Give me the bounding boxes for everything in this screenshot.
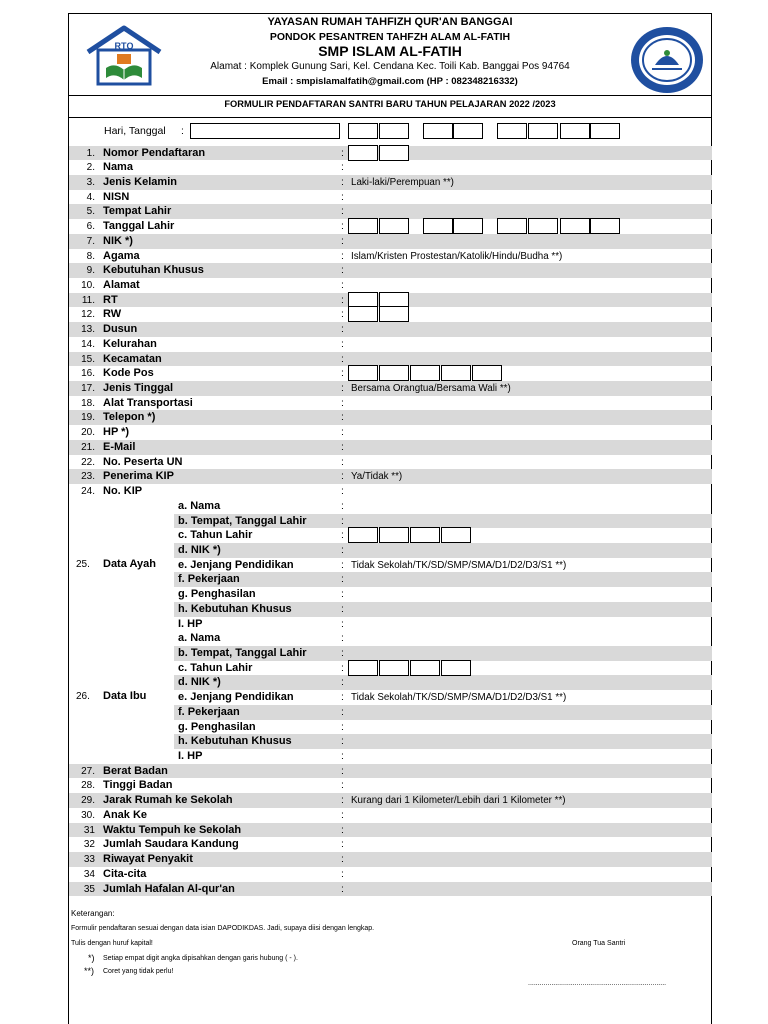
field-colon: : xyxy=(341,632,344,645)
field-colon: : xyxy=(341,602,344,615)
form-row xyxy=(69,278,712,293)
birth-date-digit-box[interactable] xyxy=(348,218,378,234)
mother-data-item-label: b. Tempat, Tanggal Lahir xyxy=(178,646,307,659)
field-colon: : xyxy=(341,691,344,704)
field-label: Tanggal Lahir xyxy=(103,220,175,233)
field-number: 2. xyxy=(86,162,95,174)
form-row xyxy=(69,425,712,440)
field-label: Riwayat Penyakit xyxy=(103,853,193,866)
mother-data-row xyxy=(69,646,712,661)
field-number: 10. xyxy=(81,279,95,291)
mother-data-item-label: g. Penghasilan xyxy=(178,720,256,733)
rtq-logo xyxy=(84,24,164,88)
field-colon: : xyxy=(341,161,344,174)
field-colon: : xyxy=(341,514,344,527)
field-number: 18. xyxy=(81,397,95,409)
date-digit-box[interactable] xyxy=(528,123,558,139)
field-label: Jumlah Saudara Kandung xyxy=(103,838,239,851)
birth-date-digit-box[interactable] xyxy=(453,218,483,234)
field-number: 27. xyxy=(81,765,95,777)
mother-data-row xyxy=(69,720,712,735)
form-row xyxy=(69,352,712,367)
form-row xyxy=(69,381,712,396)
date-digit-box[interactable] xyxy=(560,123,590,139)
date-label: Hari, Tanggal xyxy=(104,125,166,137)
father-data-item-label: f. Pekerjaan xyxy=(178,573,240,586)
birth-date-digit-box[interactable] xyxy=(497,218,527,234)
field-value[interactable]: Islam/Kristen Prostestan/Katolik/Hindu/Budha **) xyxy=(351,250,563,262)
field-colon: : xyxy=(341,367,344,380)
field-colon: : xyxy=(341,646,344,659)
field-number: 3. xyxy=(86,176,95,188)
birth-date-digit-box[interactable] xyxy=(379,218,409,234)
field-label: RT xyxy=(103,293,118,306)
field-colon: : xyxy=(341,573,344,586)
field-colon: : xyxy=(341,794,344,807)
field-colon: : xyxy=(341,750,344,763)
field-colon: : xyxy=(341,382,344,395)
mother-data-row xyxy=(69,705,712,720)
father-data-row xyxy=(69,572,712,587)
field-colon: : xyxy=(341,838,344,851)
field-colon: : xyxy=(341,661,344,674)
smp-seal-logo xyxy=(628,25,706,95)
postal-code-digit-box[interactable] xyxy=(441,365,471,381)
field-label: HP *) xyxy=(103,426,130,439)
field-number: 29. xyxy=(81,795,95,807)
field-colon: : xyxy=(341,455,344,468)
field-colon: : xyxy=(341,853,344,866)
field-value[interactable]: Bersama Orangtua/Bersama Wali **) xyxy=(351,383,511,395)
field-colon: : xyxy=(341,337,344,350)
rt-digit-box[interactable] xyxy=(348,292,378,308)
field-number: 17. xyxy=(81,383,95,395)
field-colon: : xyxy=(341,146,344,159)
field-number: 6. xyxy=(86,221,95,233)
father-data-row xyxy=(69,558,712,573)
mother-data-number: 26. xyxy=(76,691,90,703)
field-number: 32 xyxy=(83,839,95,851)
postal-code-digit-box[interactable] xyxy=(410,365,440,381)
form-row xyxy=(69,764,712,779)
date-digit-box[interactable] xyxy=(590,123,620,139)
field-colon: : xyxy=(341,220,344,233)
field-colon: : xyxy=(341,426,344,439)
father-birth-year-box[interactable] xyxy=(348,527,378,543)
father-data-number: 25. xyxy=(76,558,90,570)
field-number: 7. xyxy=(86,235,95,247)
birth-date-digit-box[interactable] xyxy=(560,218,590,234)
field-label: No. Peserta UN xyxy=(103,455,183,468)
field-colon: : xyxy=(341,293,344,306)
field-label: Jenis Tinggal xyxy=(103,382,174,395)
field-value[interactable]: Ya/Tidak **) xyxy=(351,471,403,483)
father-data-label: Data Ayah xyxy=(103,557,156,570)
field-number: 16. xyxy=(81,368,95,380)
field-label: Telepon *) xyxy=(103,411,156,424)
mother-data-item-label: c. Tahun Lahir xyxy=(178,661,253,674)
field-label: Kelurahan xyxy=(103,337,157,350)
mother-birth-year-box[interactable] xyxy=(410,660,440,676)
field-number: 21. xyxy=(81,441,95,453)
row-band xyxy=(174,749,712,764)
form-row xyxy=(69,440,712,455)
date-day-input[interactable] xyxy=(190,123,340,139)
field-number: 4. xyxy=(86,191,95,203)
field-colon: : xyxy=(341,588,344,601)
postal-code-digit-box[interactable] xyxy=(379,365,409,381)
field-number: 31 xyxy=(83,824,95,836)
father-data-item-label: c. Tahun Lahir xyxy=(178,529,253,542)
field-colon: : xyxy=(341,823,344,836)
mother-data-row xyxy=(69,631,712,646)
field-colon: : xyxy=(341,676,344,689)
father-data-item-label: h. Kebutuhan Khusus xyxy=(178,602,292,615)
form-row xyxy=(69,160,712,175)
field-number: 20. xyxy=(81,427,95,439)
field-colon: : xyxy=(341,808,344,821)
form-row xyxy=(69,234,712,249)
mother-data-item-label: e. Jenjang Pendidikan xyxy=(178,691,294,704)
mother-data-item-value[interactable]: Tidak Sekolah/TK/SD/SMP/SMA/D1/D2/D3/S1 **) xyxy=(351,692,567,704)
form-row xyxy=(69,455,712,470)
form-row xyxy=(69,882,712,897)
mother-data-item-label: I. HP xyxy=(178,750,203,763)
father-data-row xyxy=(69,499,712,514)
field-label: Nama xyxy=(103,161,133,174)
foundation-name: YAYASAN RUMAH TAHFIZH QUR'AN BANGGAI xyxy=(267,16,513,28)
school-address: Alamat : Komplek Gunung Sari, Kel. Cendana Kec. Toili Kab. Banggai Pos 94764 xyxy=(210,61,570,72)
father-data-item-label: b. Tempat, Tanggal Lahir xyxy=(178,514,307,527)
field-number: 1. xyxy=(86,147,95,159)
field-colon: : xyxy=(341,411,344,424)
registration-number-box[interactable] xyxy=(379,145,409,161)
father-data-row xyxy=(69,617,712,632)
field-number: 35 xyxy=(83,883,95,895)
field-colon: : xyxy=(341,543,344,556)
field-label: Berat Badan xyxy=(103,764,168,777)
field-number: 28. xyxy=(81,780,95,792)
form-row xyxy=(69,175,712,190)
field-label: Nomor Pendaftaran xyxy=(103,146,206,159)
field-colon: : xyxy=(341,779,344,792)
field-number: 33 xyxy=(83,854,95,866)
father-data-row xyxy=(69,587,712,602)
form-row xyxy=(69,852,712,867)
notes-star2: Coret yang tidak perlu! xyxy=(103,968,174,975)
date-digit-box[interactable] xyxy=(423,123,453,139)
field-label: Jarak Rumah ke Sekolah xyxy=(103,794,233,807)
row-band xyxy=(174,617,712,632)
field-label: Waktu Tempuh ke Sekolah xyxy=(103,823,242,836)
father-data-item-label: d. NIK *) xyxy=(178,543,221,556)
form-row xyxy=(69,190,712,205)
mother-data-row xyxy=(69,749,712,764)
field-label: Tinggi Badan xyxy=(103,779,173,792)
father-data-row xyxy=(69,543,712,558)
rtq-logo-text: RTQ xyxy=(114,41,134,51)
mother-data-item-label: h. Kebutuhan Khusus xyxy=(178,735,292,748)
field-number: 8. xyxy=(86,250,95,262)
notes-line-2: Tulis dengan huruf kapital! xyxy=(71,940,153,947)
mother-data-item-label: d. NIK *) xyxy=(178,676,221,689)
form-row xyxy=(69,410,712,425)
field-colon: : xyxy=(341,558,344,571)
field-number: 19. xyxy=(81,412,95,424)
field-label: No. KIP xyxy=(103,485,143,498)
field-label: Penerima KIP xyxy=(103,470,174,483)
field-number: 24. xyxy=(81,486,95,498)
form-row xyxy=(69,263,712,278)
field-colon: : xyxy=(341,278,344,291)
field-number: 23. xyxy=(81,471,95,483)
mother-birth-year-box[interactable] xyxy=(441,660,471,676)
notes-signer: Orang Tua Santri xyxy=(572,940,626,947)
row-band xyxy=(174,572,712,587)
form-row xyxy=(69,484,712,499)
form-row xyxy=(69,793,712,808)
row-band xyxy=(174,499,712,514)
field-colon: : xyxy=(341,190,344,203)
birth-date-digit-box[interactable] xyxy=(423,218,453,234)
row-band xyxy=(174,631,712,646)
form-row xyxy=(69,204,712,219)
field-number: 14. xyxy=(81,338,95,350)
field-colon: : xyxy=(341,867,344,880)
date-digit-box[interactable] xyxy=(497,123,527,139)
postal-code-digit-box[interactable] xyxy=(348,365,378,381)
notes-heading: Keterangan: xyxy=(71,909,115,918)
form-row xyxy=(69,337,712,352)
rw-digit-box[interactable] xyxy=(379,306,409,322)
form-row xyxy=(69,837,712,852)
field-colon: : xyxy=(341,440,344,453)
mother-data-row xyxy=(69,675,712,690)
field-label: NIK *) xyxy=(103,234,133,247)
field-label: NISN xyxy=(103,190,130,203)
field-colon: : xyxy=(341,323,344,336)
notes-star1-mark: *) xyxy=(88,953,95,963)
row-band xyxy=(174,543,712,558)
form-title: FORMULIR PENDAFTARAN SANTRI BARU TAHUN PELAJARAN 2022 /2023 xyxy=(224,99,556,109)
form-row xyxy=(69,396,712,411)
field-colon: : xyxy=(341,617,344,630)
field-number: 12. xyxy=(81,309,95,321)
father-birth-year-box[interactable] xyxy=(410,527,440,543)
father-data-item-label: a. Nama xyxy=(178,499,221,512)
father-data-row xyxy=(69,602,712,617)
mother-data-item-label: a. Nama xyxy=(178,632,221,645)
field-colon: : xyxy=(341,720,344,733)
field-colon: : xyxy=(341,234,344,247)
field-number: 13. xyxy=(81,324,95,336)
field-colon: : xyxy=(341,249,344,262)
field-value[interactable]: Laki-laki/Perempuan **) xyxy=(351,176,454,188)
date-digit-box[interactable] xyxy=(379,123,409,139)
rt-digit-box[interactable] xyxy=(379,292,409,308)
field-label: E-Mail xyxy=(103,440,136,453)
father-data-item-value[interactable]: Tidak Sekolah/TK/SD/SMP/SMA/D1/D2/D3/S1 **) xyxy=(351,559,567,571)
form-row xyxy=(69,808,712,823)
form-row xyxy=(69,249,712,264)
father-data-row xyxy=(69,514,712,529)
notes-star2-mark: **) xyxy=(84,966,95,976)
date-digit-box[interactable] xyxy=(348,123,378,139)
postal-code-digit-box[interactable] xyxy=(472,365,502,381)
field-number: 9. xyxy=(86,265,95,277)
mother-data-label: Data Ibu xyxy=(103,690,147,703)
field-colon: : xyxy=(341,308,344,321)
notes-line-1: Formulir pendaftaran sesuai dengan data isian DAPODIKDAS. Jadi, supaya diisi dengan lengkap. xyxy=(71,925,375,932)
father-data-item-label: e. Jenjang Pendidikan xyxy=(178,558,294,571)
field-number: 11. xyxy=(81,294,95,306)
field-colon: : xyxy=(341,352,344,365)
school-contact: Email : smpislamalfatih@gmail.com (HP : 082348216332) xyxy=(262,76,518,87)
field-label: Anak Ke xyxy=(103,808,148,821)
field-colon: : xyxy=(341,764,344,777)
birth-date-digit-box[interactable] xyxy=(590,218,620,234)
mother-data-row xyxy=(69,690,712,705)
field-label: Alamat xyxy=(103,278,140,291)
field-number: 5. xyxy=(86,206,95,218)
field-label: Kecamatan xyxy=(103,352,162,365)
father-birth-year-box[interactable] xyxy=(441,527,471,543)
row-band xyxy=(174,705,712,720)
form-row xyxy=(69,867,712,882)
field-label: Dusun xyxy=(103,323,138,336)
field-colon: : xyxy=(341,470,344,483)
field-colon: : xyxy=(341,205,344,218)
birth-date-digit-box[interactable] xyxy=(528,218,558,234)
pesantren-name: PONDOK PESANTREN TAHFZH ALAM AL-FATIH xyxy=(269,31,511,43)
father-birth-year-box[interactable] xyxy=(379,527,409,543)
mother-data-row xyxy=(69,734,712,749)
field-label: Jenis Kelamin xyxy=(103,175,177,188)
mother-birth-year-box[interactable] xyxy=(379,660,409,676)
form-row xyxy=(69,322,712,337)
field-label: RW xyxy=(103,308,122,321)
field-number: 22. xyxy=(81,456,95,468)
field-colon: : xyxy=(341,705,344,718)
row-band xyxy=(174,675,712,690)
field-number: 30. xyxy=(81,809,95,821)
field-label: Alat Transportasi xyxy=(103,396,193,409)
form-row xyxy=(69,469,712,484)
mother-data-item-label: f. Pekerjaan xyxy=(178,705,240,718)
field-colon: : xyxy=(341,529,344,542)
signature-line[interactable]: ....................................................................... xyxy=(528,980,667,987)
field-colon: : xyxy=(341,735,344,748)
father-data-item-label: g. Penghasilan xyxy=(178,588,256,601)
field-label: Jumlah Hafalan Al-qur'an xyxy=(103,882,235,895)
rw-digit-box[interactable] xyxy=(348,306,378,322)
field-label: Agama xyxy=(103,249,140,262)
form-title-box xyxy=(68,95,712,118)
form-row xyxy=(69,778,712,793)
field-label: Kebutuhan Khusus xyxy=(103,264,204,277)
field-colon: : xyxy=(341,175,344,188)
mother-birth-year-box[interactable] xyxy=(348,660,378,676)
field-value[interactable]: Kurang dari 1 Kilometer/Lebih dari 1 Kilometer **) xyxy=(351,795,566,807)
field-number: 15. xyxy=(81,353,95,365)
field-number: 34 xyxy=(83,868,95,880)
field-label: Kode Pos xyxy=(103,367,154,380)
notes-star1: Setiap empat digit angka dipisahkan dengan garis hubung ( - ). xyxy=(103,955,298,962)
date-digit-box[interactable] xyxy=(453,123,483,139)
school-name: SMP ISLAM AL-FATIH xyxy=(318,43,462,59)
field-colon: : xyxy=(341,264,344,277)
field-colon: : xyxy=(341,882,344,895)
registration-number-box[interactable] xyxy=(348,145,378,161)
form-row xyxy=(69,823,712,838)
field-colon: : xyxy=(341,396,344,409)
father-data-item-label: I. HP xyxy=(178,617,203,630)
date-colon: : xyxy=(181,125,184,137)
field-label: Tempat Lahir xyxy=(103,205,172,218)
field-colon: : xyxy=(341,485,344,498)
field-label: Cita-cita xyxy=(103,867,147,880)
field-colon: : xyxy=(341,499,344,512)
